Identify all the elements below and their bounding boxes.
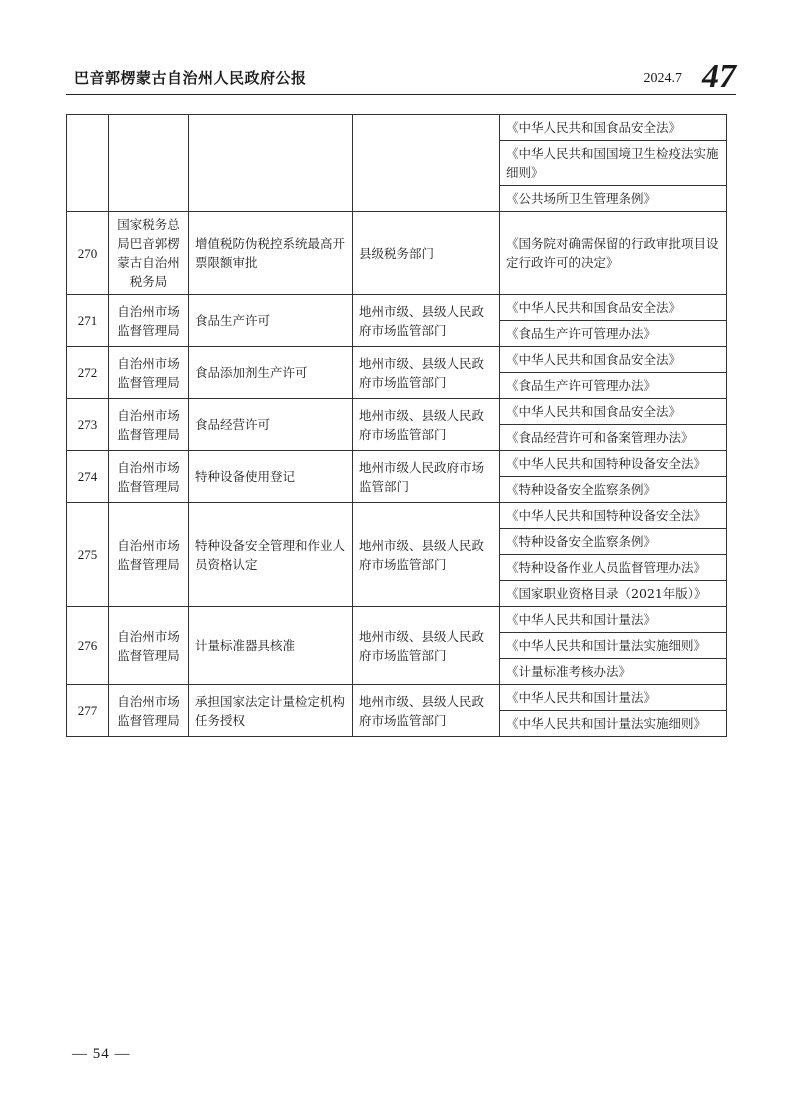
legal-basis-cell: 《特种设备作业人员监督管理办法》 — [500, 555, 727, 581]
publication-title: 巴音郭楞蒙古自治州人民政府公报 — [74, 69, 307, 87]
implementing-level-cell: 地州市级、县级人民政府市场监管部门 — [353, 607, 500, 685]
legal-basis-cell: 《国务院对确需保留的行政审批项目设定行政许可的决定》 — [500, 212, 727, 295]
legal-basis-cell: 《中华人民共和国计量法》 — [500, 607, 727, 633]
implementing-level-cell: 地州市级、县级人民政府市场监管部门 — [353, 503, 500, 607]
table-row — [67, 347, 727, 373]
department-cell: 国家税务总局巴音郭楞蒙古自治州税务局 — [109, 212, 189, 295]
page-number: — 54 — — [72, 1046, 131, 1062]
item-name-cell: 食品添加剂生产许可 — [189, 347, 353, 399]
implementing-level-cell: 地州市级、县级人民政府市场监管部门 — [353, 295, 500, 347]
item-number-cell: 277 — [67, 685, 109, 737]
item-number-cell: 271 — [67, 295, 109, 347]
item-name-cell: 食品经营许可 — [189, 399, 353, 451]
implementing-level-cell: 地州市级、县级人民政府市场监管部门 — [353, 347, 500, 399]
issue-date: 2024.7 — [643, 71, 682, 86]
page-header — [66, 54, 736, 95]
legal-basis-cell: 《公共场所卫生管理条例》 — [500, 186, 727, 212]
table-row — [67, 503, 727, 529]
legal-basis-cell: 《中华人民共和国食品安全法》 — [500, 399, 727, 425]
item-name-cell: 承担国家法定计量检定机构任务授权 — [189, 685, 353, 737]
item-number-cell: 270 — [67, 212, 109, 295]
legal-basis-cell: 《食品经营许可和备案管理办法》 — [500, 425, 727, 451]
implementing-level-cell: 地州市级、县级人民政府市场监管部门 — [353, 399, 500, 451]
item-number-cell — [67, 115, 109, 212]
legal-basis-cell: 《中华人民共和国食品安全法》 — [500, 295, 727, 321]
implementing-level-cell — [353, 115, 500, 212]
implementing-level-cell: 县级税务部门 — [353, 212, 500, 295]
item-number-cell: 276 — [67, 607, 109, 685]
legal-basis-cell: 《中华人民共和国计量法实施细则》 — [500, 711, 727, 737]
department-cell: 自治州市场监督管理局 — [109, 399, 189, 451]
department-cell: 自治州市场监督管理局 — [109, 347, 189, 399]
legal-basis-cell: 《中华人民共和国计量法》 — [500, 685, 727, 711]
department-cell: 自治州市场监督管理局 — [109, 295, 189, 347]
legal-basis-cell: 《特种设备安全监察条例》 — [500, 477, 727, 503]
legal-basis-cell: 《国家职业资格目录（2021年版）》 — [500, 581, 727, 607]
legal-basis-cell: 《中华人民共和国特种设备安全法》 — [500, 451, 727, 477]
item-name-cell: 增值税防伪税控系统最高开票限额审批 — [189, 212, 353, 295]
legal-basis-cell: 《中华人民共和国食品安全法》 — [500, 115, 727, 141]
legal-basis-cell: 《食品生产许可管理办法》 — [500, 373, 727, 399]
legal-basis-cell: 《中华人民共和国国境卫生检疫法实施细则》 — [500, 141, 727, 186]
table-row — [67, 607, 727, 633]
item-name-cell: 特种设备使用登记 — [189, 451, 353, 503]
department-cell: 自治州市场监督管理局 — [109, 685, 189, 737]
item-name-cell: 特种设备安全管理和作业人员资格认定 — [189, 503, 353, 607]
legal-basis-cell: 《中华人民共和国特种设备安全法》 — [500, 503, 727, 529]
item-number-cell: 274 — [67, 451, 109, 503]
table-row — [67, 212, 727, 295]
table-row — [67, 685, 727, 711]
department-cell — [109, 115, 189, 212]
table-row — [67, 295, 727, 321]
approval-items-table — [66, 114, 727, 737]
item-name-cell: 食品生产许可 — [189, 295, 353, 347]
legal-basis-cell: 《中华人民共和国食品安全法》 — [500, 347, 727, 373]
legal-basis-cell: 《特种设备安全监察条例》 — [500, 529, 727, 555]
department-cell: 自治州市场监督管理局 — [109, 503, 189, 607]
legal-basis-cell: 《计量标准考核办法》 — [500, 659, 727, 685]
department-cell: 自治州市场监督管理局 — [109, 451, 189, 503]
issue-number: 47 — [702, 58, 736, 95]
legal-basis-cell: 《中华人民共和国计量法实施细则》 — [500, 633, 727, 659]
item-name-cell: 计量标准器具核准 — [189, 607, 353, 685]
item-number-cell: 272 — [67, 347, 109, 399]
item-number-cell: 273 — [67, 399, 109, 451]
table-row — [67, 451, 727, 477]
table-row — [67, 399, 727, 425]
implementing-level-cell: 地州市级人民政府市场监管部门 — [353, 451, 500, 503]
implementing-level-cell: 地州市级、县级人民政府市场监管部门 — [353, 685, 500, 737]
table-row — [67, 115, 727, 141]
department-cell: 自治州市场监督管理局 — [109, 607, 189, 685]
legal-basis-cell: 《食品生产许可管理办法》 — [500, 321, 727, 347]
item-number-cell: 275 — [67, 503, 109, 607]
item-name-cell — [189, 115, 353, 212]
